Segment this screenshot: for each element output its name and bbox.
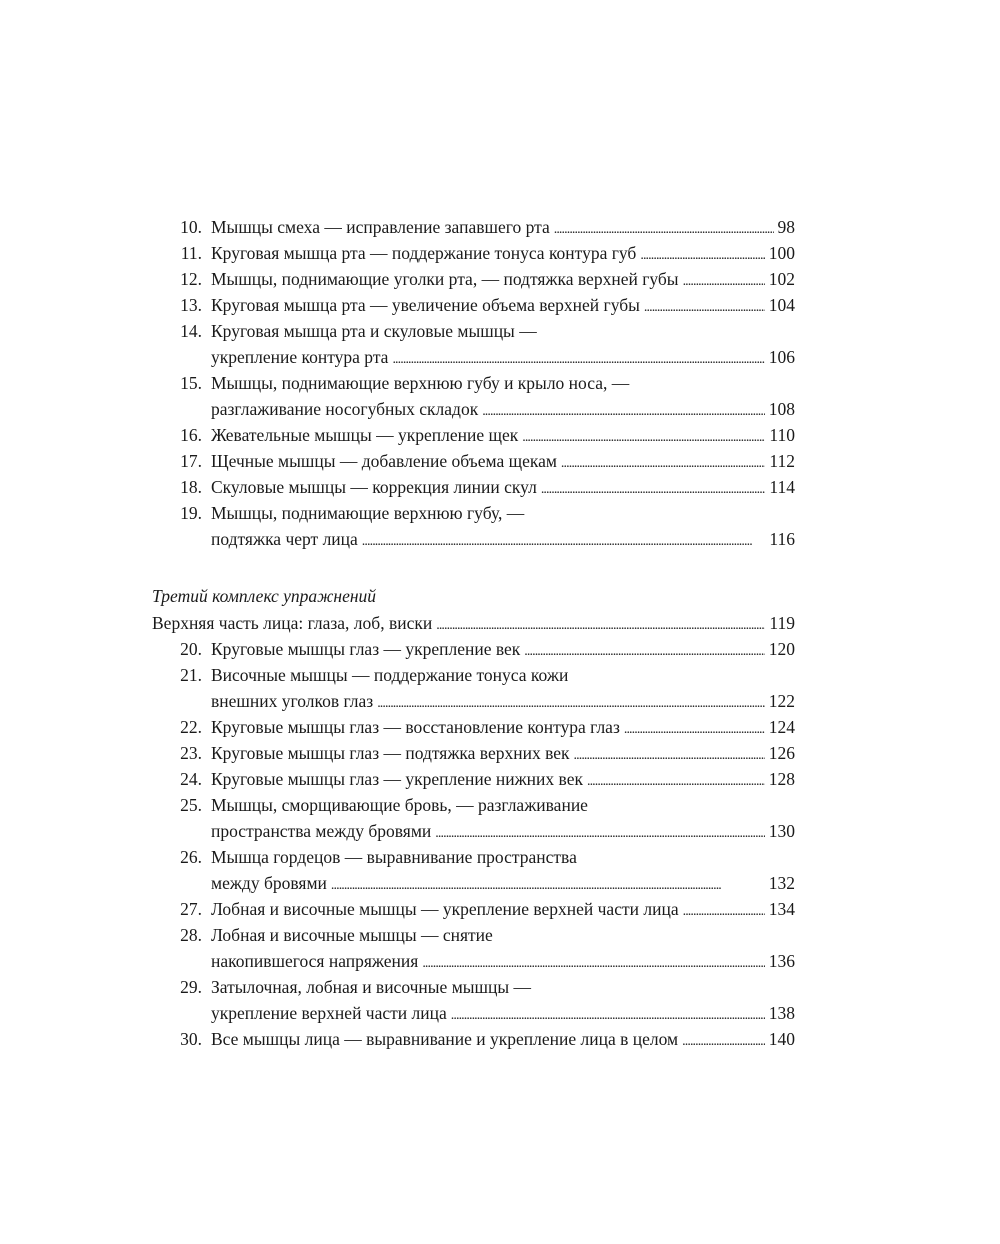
entry-number: 10.	[180, 217, 202, 237]
entry-title: подтяжка черт лица	[211, 529, 358, 549]
dot-leader	[624, 714, 765, 743]
entry-page-number: 124	[768, 717, 795, 737]
entry-title: между бровями	[211, 873, 327, 893]
dot-leader	[482, 396, 765, 425]
entry-number: 28.	[180, 925, 202, 945]
dot-leader	[683, 266, 765, 295]
entry-number: 19.	[180, 503, 202, 523]
entry-title: Круговая мышца рта — увеличение объема верхней губы	[211, 295, 640, 315]
toc-entry[interactable]	[152, 500, 795, 552]
entry-title: Щечные мышцы — добавление объема щекам	[211, 451, 557, 471]
toc-entry[interactable]	[152, 266, 795, 292]
entry-title: Мышца гордецов — выравнивание пространства	[211, 847, 577, 867]
toc-entry[interactable]	[152, 766, 795, 792]
entry-title: накопившегося напряжения	[211, 951, 419, 971]
entry-page-number: 130	[768, 821, 795, 841]
section-title: Верхняя часть лица: глаза, лоб, виски	[152, 613, 433, 633]
toc-entry[interactable]	[152, 636, 795, 662]
dot-leader	[451, 1000, 765, 1029]
entry-page-number: 110	[769, 425, 795, 445]
entry-number: 15.	[180, 373, 202, 393]
dot-leader	[554, 214, 774, 243]
dot-leader	[392, 344, 764, 373]
toc-entry[interactable]	[152, 422, 795, 448]
entry-page-number: 112	[769, 451, 795, 471]
entry-title: разглаживание носогубных складок	[211, 399, 479, 419]
entry-title: Лобная и височные мышцы — укрепление верхней части лица	[211, 899, 679, 919]
dot-leader	[574, 740, 765, 769]
entry-number: 14.	[180, 321, 202, 341]
dot-leader	[541, 474, 766, 503]
dot-leader	[561, 448, 765, 477]
entry-number: 26.	[180, 847, 202, 867]
entry-title: Затылочная, лобная и височные мышцы —	[211, 977, 531, 997]
toc-entry[interactable]	[152, 844, 795, 896]
dot-leader	[644, 292, 765, 321]
toc-section-entry[interactable]	[152, 610, 795, 636]
entry-page-number: 106	[768, 347, 795, 367]
entry-number: 30.	[180, 1029, 202, 1049]
entry-page-number: 98	[777, 217, 795, 237]
entry-title: Лобная и височные мышцы — снятие	[211, 925, 493, 945]
entry-number: 18.	[180, 477, 202, 497]
entry-title: Мышцы, сморщивающие бровь, — разглаживание	[211, 795, 588, 815]
entry-title: Круговые мышцы глаз — восстановление контура глаз	[211, 717, 620, 737]
entry-number: 29.	[180, 977, 202, 997]
entry-title: пространства между бровями	[211, 821, 432, 841]
entry-title: Височные мышцы — поддержание тонуса кожи	[211, 665, 569, 685]
dot-leader	[331, 870, 765, 899]
dot-leader	[522, 422, 765, 451]
dot-leader	[524, 636, 764, 665]
entry-page-number: 122	[768, 691, 795, 711]
toc-entry[interactable]	[152, 714, 795, 740]
entry-title: Мышцы смеха — исправление запавшего рта	[211, 217, 550, 237]
entry-number: 17.	[180, 451, 202, 471]
toc-entry[interactable]	[152, 896, 795, 922]
entry-title: Мышцы, поднимающие уголки рта, — подтяжка верхней губы	[211, 269, 679, 289]
entry-title: Мышцы, поднимающие верхнюю губу, —	[211, 503, 525, 523]
entry-page-number: 108	[768, 399, 795, 419]
entry-title: укрепление верхней части лица	[211, 1003, 447, 1023]
toc-entry[interactable]	[152, 662, 795, 714]
entry-number: 25.	[180, 795, 202, 815]
toc-entry[interactable]	[152, 974, 795, 1026]
entry-number: 13.	[180, 295, 202, 315]
section-page-number: 119	[769, 613, 795, 633]
entry-page-number: 134	[768, 899, 795, 919]
toc-group-third-complex	[152, 636, 795, 1052]
toc-entry[interactable]	[152, 448, 795, 474]
entry-page-number: 128	[768, 769, 795, 789]
dot-leader	[422, 948, 764, 977]
entry-title: Скуловые мышцы — коррекция линии скул	[211, 477, 537, 497]
table-of-contents	[152, 214, 795, 1052]
entry-title: Круговая мышца рта и скуловые мышцы —	[211, 321, 537, 341]
entry-page-number: 102	[768, 269, 795, 289]
entry-page-number: 132	[768, 873, 795, 893]
entry-number: 16.	[180, 425, 202, 445]
entry-title: Круговая мышца рта — поддержание тонуса контура губ	[211, 243, 637, 263]
entry-number: 23.	[180, 743, 202, 763]
toc-entry[interactable]	[152, 318, 795, 370]
entry-number: 12.	[180, 269, 202, 289]
entry-page-number: 104	[768, 295, 795, 315]
entry-page-number: 136	[768, 951, 795, 971]
section-heading: Третий комплекс упражнений	[152, 586, 377, 606]
toc-entry[interactable]	[152, 240, 795, 266]
entry-page-number: 138	[768, 1003, 795, 1023]
entry-title: внешних уголков глаз	[211, 691, 374, 711]
dot-leader	[683, 896, 765, 925]
toc-entry[interactable]	[152, 370, 795, 422]
entry-page-number: 126	[768, 743, 795, 763]
entry-title: Мышцы, поднимающие верхнюю губу и крыло носа, —	[211, 373, 630, 393]
entry-title: Круговые мышцы глаз — подтяжка верхних век	[211, 743, 570, 763]
entry-title: Все мышцы лица — выравнивание и укрепление лица в целом	[211, 1029, 679, 1049]
entry-number: 21.	[180, 665, 202, 685]
entry-number: 27.	[180, 899, 202, 919]
entry-title: Круговые мышцы глаз — укрепление нижних век	[211, 769, 583, 789]
toc-entry[interactable]	[152, 740, 795, 766]
dot-leader	[436, 610, 765, 639]
toc-entry[interactable]	[152, 292, 795, 318]
entry-title: Жевательные мышцы — укрепление щек	[211, 425, 519, 445]
entry-number: 11.	[180, 243, 202, 263]
toc-entry[interactable]	[152, 214, 795, 240]
toc-group-second-complex	[152, 214, 795, 552]
entry-title: Круговые мышцы глаз — укрепление век	[211, 639, 521, 659]
entry-page-number: 120	[768, 639, 795, 659]
toc-entry[interactable]	[152, 474, 795, 500]
toc-entry[interactable]	[152, 792, 795, 844]
entry-number: 24.	[180, 769, 202, 789]
entry-page-number: 100	[768, 243, 795, 263]
dot-leader	[435, 818, 764, 847]
dot-leader	[640, 240, 764, 269]
dot-leader	[587, 766, 765, 795]
entry-page-number: 116	[769, 529, 795, 549]
entry-title: укрепление контура рта	[211, 347, 389, 367]
toc-entry[interactable]	[152, 922, 795, 974]
entry-page-number: 114	[769, 477, 795, 497]
entry-number: 22.	[180, 717, 202, 737]
entry-page-number: 140	[768, 1029, 795, 1049]
toc-entry[interactable]	[152, 1026, 795, 1052]
dot-leader	[362, 526, 766, 555]
entry-number: 20.	[180, 639, 202, 659]
dot-leader	[682, 1026, 765, 1055]
dot-leader	[377, 688, 765, 717]
